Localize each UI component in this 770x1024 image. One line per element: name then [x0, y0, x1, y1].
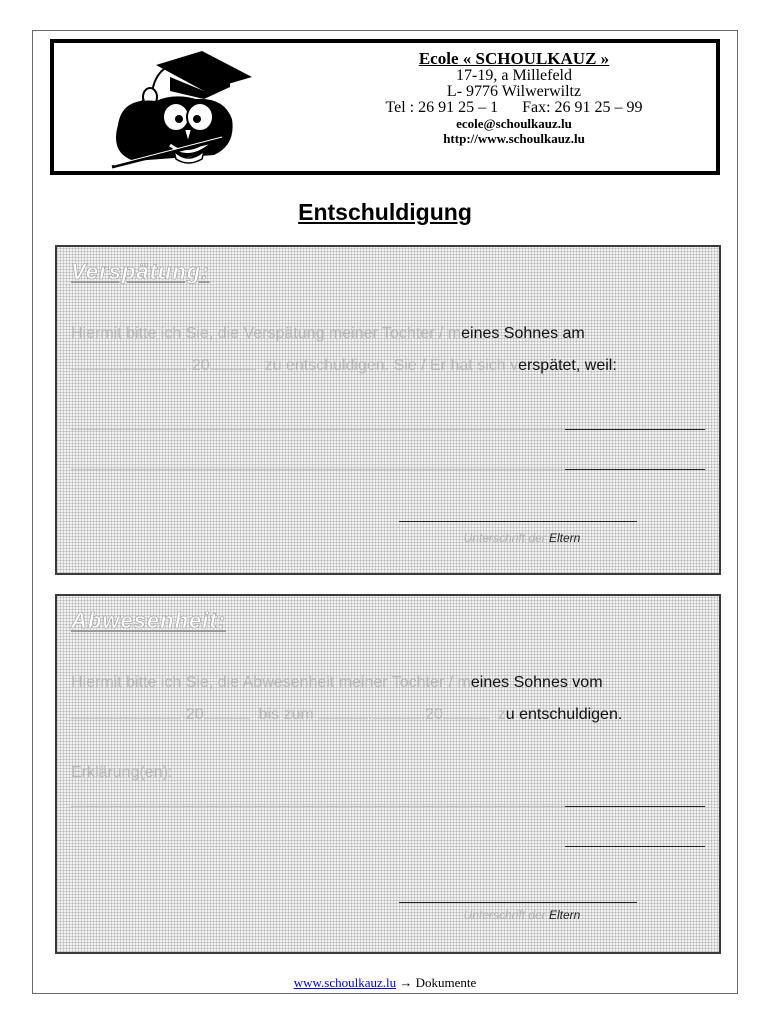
owl-graduate-icon — [104, 47, 254, 171]
absence-text-line-2 — [71, 704, 705, 724]
late-heading: Verspätung: — [71, 259, 210, 284]
fax: Fax: 26 91 25 – 99 — [522, 99, 643, 116]
page-title: Entschuldigung — [298, 199, 472, 225]
footer-label: Dokumente — [415, 975, 477, 990]
absence-explanation-line-2[interactable] — [71, 846, 705, 847]
phone: Tel : 26 91 25 – 1 — [385, 99, 499, 116]
late-line2-dark: erspätet, weil: — [518, 357, 617, 374]
absence-signature-caption — [437, 908, 607, 922]
late-sep-2: .20 — [187, 357, 210, 374]
late-reason-line-2[interactable] — [71, 469, 705, 470]
absence-panel — [55, 594, 721, 954]
late-reason-line-1[interactable] — [71, 429, 705, 430]
absence-to-month-field[interactable] — [373, 704, 421, 719]
absence-line2-light: z — [497, 706, 506, 723]
absence-line1-dark: eines Sohnes vom — [470, 674, 603, 691]
absence-explanation-label: Erklärung(en): — [71, 764, 173, 781]
city: L- 9776 Wilwerwiltz — [446, 83, 582, 100]
absence-from-day-field[interactable] — [71, 704, 123, 719]
absence-signature-dark: Eltern — [549, 908, 581, 922]
absence-signature-line[interactable] — [399, 902, 637, 903]
letterhead — [50, 39, 720, 175]
late-signature-line[interactable] — [399, 521, 637, 522]
late-signature-light: Unterschrift der — [463, 531, 549, 545]
absence-line2-dark: u entschuldigen. — [505, 706, 623, 723]
footer-website-link[interactable]: www.schoulkauz.lu — [293, 975, 397, 990]
absence-to-day-field[interactable] — [318, 704, 368, 719]
absence-from-month-field[interactable] — [127, 704, 181, 719]
absence-until: bis zum — [258, 706, 314, 723]
absence-sep-3: . — [368, 706, 373, 723]
late-text-line-2 — [71, 355, 705, 375]
absence-line1-light: Hiermit bitte ich Sie, die Abwesenheit meiner Tochter / m — [71, 674, 471, 691]
arrow-right-icon: → — [399, 975, 413, 990]
school-name: Ecole « SCHOULKAUZ » — [418, 49, 610, 68]
phone-fax — [324, 100, 704, 116]
absence-signature-light: Unterschrift der — [463, 908, 549, 922]
late-sep-1: . — [123, 357, 128, 374]
page-footer — [33, 975, 737, 991]
absence-heading: Abwesenheit: — [71, 608, 227, 633]
late-text-line-1 — [71, 325, 705, 343]
absence-sep-1: . — [123, 706, 128, 723]
late-day-field[interactable] — [71, 355, 123, 370]
late-line1-dark: eines Sohnes am — [461, 325, 585, 342]
late-line1-light: Hiermit bitte ich Sie, die Verspätung meiner Tochter / m — [71, 325, 462, 342]
late-month-field[interactable] — [127, 355, 187, 370]
late-signature-dark: Eltern — [549, 531, 581, 545]
absence-explanation-line-1[interactable] — [71, 806, 705, 807]
school-address — [324, 49, 704, 146]
document-page — [32, 30, 738, 994]
absence-text-line-1 — [71, 674, 705, 692]
street: 17-19, a Millefeld — [456, 67, 572, 84]
late-line2-light: zu entschuldigen. Sie / Er hat sich v — [264, 357, 519, 374]
late-year-field[interactable] — [210, 355, 256, 370]
late-panel — [55, 245, 721, 575]
email: ecole@schoulkauz.lu — [456, 116, 572, 131]
absence-to-year-field[interactable] — [443, 704, 489, 719]
absence-from-year-field[interactable] — [204, 704, 250, 719]
late-signature-caption — [437, 531, 607, 545]
website: http://www.schoulkauz.lu — [443, 131, 585, 146]
absence-sep-4: .20 — [420, 706, 443, 723]
absence-sep-2: .20 — [181, 706, 204, 723]
